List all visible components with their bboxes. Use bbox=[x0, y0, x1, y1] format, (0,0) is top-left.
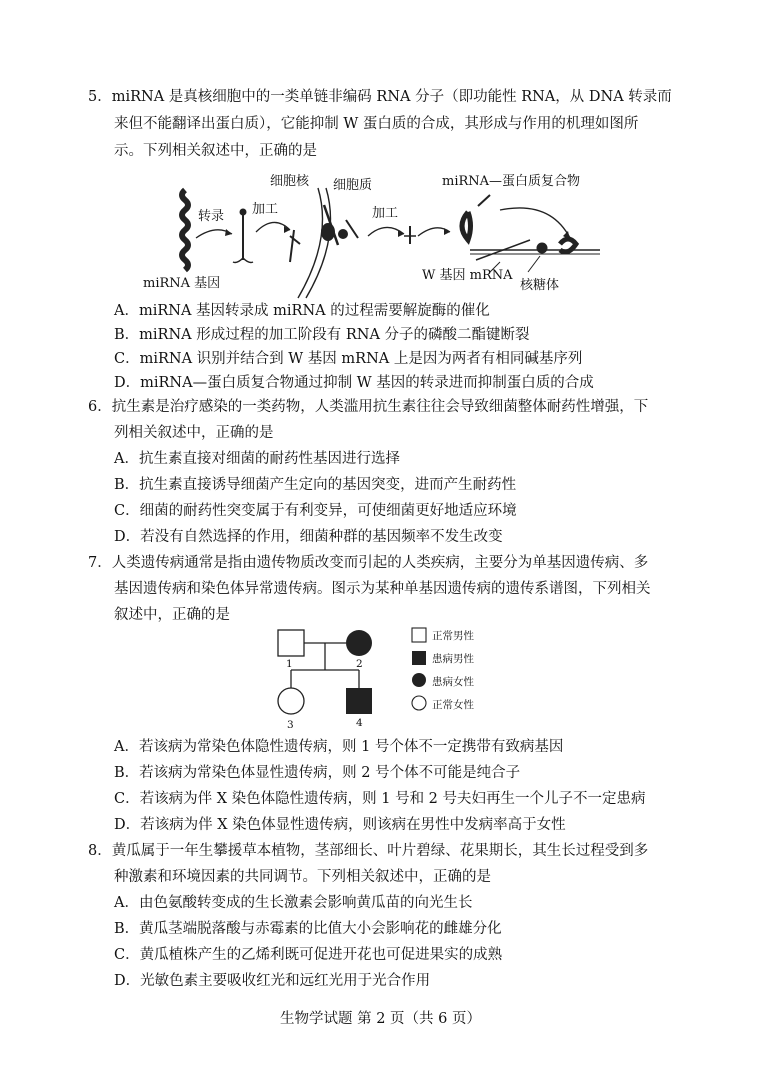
q6-line-2: 列相关叙述中，正确的是 bbox=[114, 425, 274, 441]
q8-option-a: A．由色氨酸转变成的生长激素会影响黄瓜苗的向光生长 bbox=[114, 895, 473, 911]
label-individual-1: 1 bbox=[286, 658, 293, 670]
label-processing-1: 加工 bbox=[252, 202, 279, 217]
legend-affected-female-icon bbox=[412, 673, 426, 687]
label-mirna-gene: miRNA 基因 bbox=[143, 276, 221, 291]
q6-option-c: C．细菌的耐药性突变属于有利变异，可使细菌更好地适应环境 bbox=[114, 503, 517, 519]
q6-option-a: A．抗生素直接对细菌的耐药性基因进行选择 bbox=[114, 451, 400, 467]
individual-1-normal-male bbox=[278, 630, 304, 656]
individual-2-affected-female bbox=[346, 630, 372, 656]
label-ribosome: 核糖体 bbox=[520, 278, 560, 293]
individual-4-affected-male bbox=[346, 688, 372, 714]
label-individual-2: 2 bbox=[356, 658, 363, 670]
q8-option-d: D．光敏色素主要吸收红光和远红光用于光合作用 bbox=[114, 973, 431, 989]
label-individual-4: 4 bbox=[356, 717, 363, 729]
legend-affected-male: 患病男性 bbox=[432, 653, 474, 665]
individual-3-normal-female bbox=[278, 688, 304, 714]
q6-option-d: D．若没有自然选择的作用，细菌种群的基因频率不发生改变 bbox=[114, 529, 503, 545]
legend-normal-male: 正常男性 bbox=[432, 630, 474, 642]
legend-affected-male-icon bbox=[412, 651, 426, 665]
q5-option-d: D．miRNA—蛋白质复合物通过抑制 W 基因的转录进而抑制蛋白质的合成 bbox=[114, 375, 594, 391]
legend-normal-male-icon bbox=[412, 628, 426, 642]
q5-line-3: 示。下列相关叙述中，正确的是 bbox=[114, 143, 317, 159]
label-individual-3: 3 bbox=[287, 719, 294, 731]
q7-option-a: A．若该病为常染色体隐性遗传病，则 1 号个体不一定携带有致病基因 bbox=[114, 739, 564, 755]
q7-line-3: 叙述中，正确的是 bbox=[114, 607, 230, 623]
q8-option-b: B．黄瓜茎端脱落酸与赤霉素的比值大小会影响花的雌雄分化 bbox=[114, 921, 502, 937]
q5-line-2: 来但不能翻译出蛋白质），它能抑制 W 蛋白质的合成，其形成与作用的机理如图所 bbox=[114, 116, 639, 132]
q8-option-c: C．黄瓜植株产生的乙烯利既可促进开花也可促进果实的成熟 bbox=[114, 947, 503, 963]
legend-normal-female-icon bbox=[412, 696, 426, 710]
q5-option-a: A．miRNA 基因转录成 miRNA 的过程需要解旋酶的催化 bbox=[114, 303, 490, 319]
q7-option-c: C．若该病为伴 X 染色体隐性遗传病，则 1 号和 2 号夫妇再生一个儿子不一定患病 bbox=[114, 791, 646, 807]
q5-option-c: C．miRNA 识别并结合到 W 基因 mRNA 上是因为两者有相同碱基序列 bbox=[114, 351, 583, 367]
q7-option-b: B．若该病为常染色体显性遗传病，则 2 号个体不可能是纯合子 bbox=[114, 765, 521, 781]
q6-option-b: B．抗生素直接诱导细菌产生定向的基因突变，进而产生耐药性 bbox=[114, 477, 517, 493]
q7-option-d: D．若该病为伴 X 染色体显性遗传病，则该病在男性中发病率高于女性 bbox=[114, 817, 566, 833]
page-footer: 生物学试题 第 2 页（共 6 页） bbox=[280, 1011, 481, 1027]
label-transcription: 转录 bbox=[198, 209, 225, 224]
label-nucleus: 细胞核 bbox=[270, 174, 310, 189]
q5-line-1: 5．miRNA 是真核细胞中的一类单链非编码 RNA 分子（即功能性 RNA，从 DNA 转录而 bbox=[88, 89, 672, 105]
q7-line-1: 7．人类遗传病通常是指由遗传物质改变而引起的人类疾病，主要分为单基因遗传病、多 bbox=[88, 555, 649, 571]
q7-line-2: 基因遗传病和染色体异常遗传病。图示为某种单基因遗传病的遗传系谱图，下列相关 bbox=[114, 581, 651, 597]
q8-line-2: 种激素和环境因素的共同调节。下列相关叙述中，正确的是 bbox=[114, 869, 491, 885]
label-complex: miRNA—蛋白质复合物 bbox=[442, 174, 581, 189]
q6-line-1: 6．抗生素是治疗感染的一类药物，人类滥用抗生素往往会导致细菌整体耐药性增强，下 bbox=[88, 399, 649, 415]
q8-line-1: 8．黄瓜属于一年生攀援草本植物，茎部细长、叶片碧绿、花果期长，其生长过程受到多 bbox=[88, 843, 649, 859]
label-processing-2: 加工 bbox=[372, 206, 399, 221]
label-w-gene-mrna: W 基因 mRNA bbox=[422, 268, 513, 283]
q5-option-b: B．miRNA 形成过程的加工阶段有 RNA 分子的磷酸二酯键断裂 bbox=[114, 327, 530, 343]
legend-affected-female: 患病女性 bbox=[432, 676, 474, 688]
label-cytoplasm: 细胞质 bbox=[333, 178, 373, 193]
legend-normal-female: 正常女性 bbox=[432, 699, 474, 711]
